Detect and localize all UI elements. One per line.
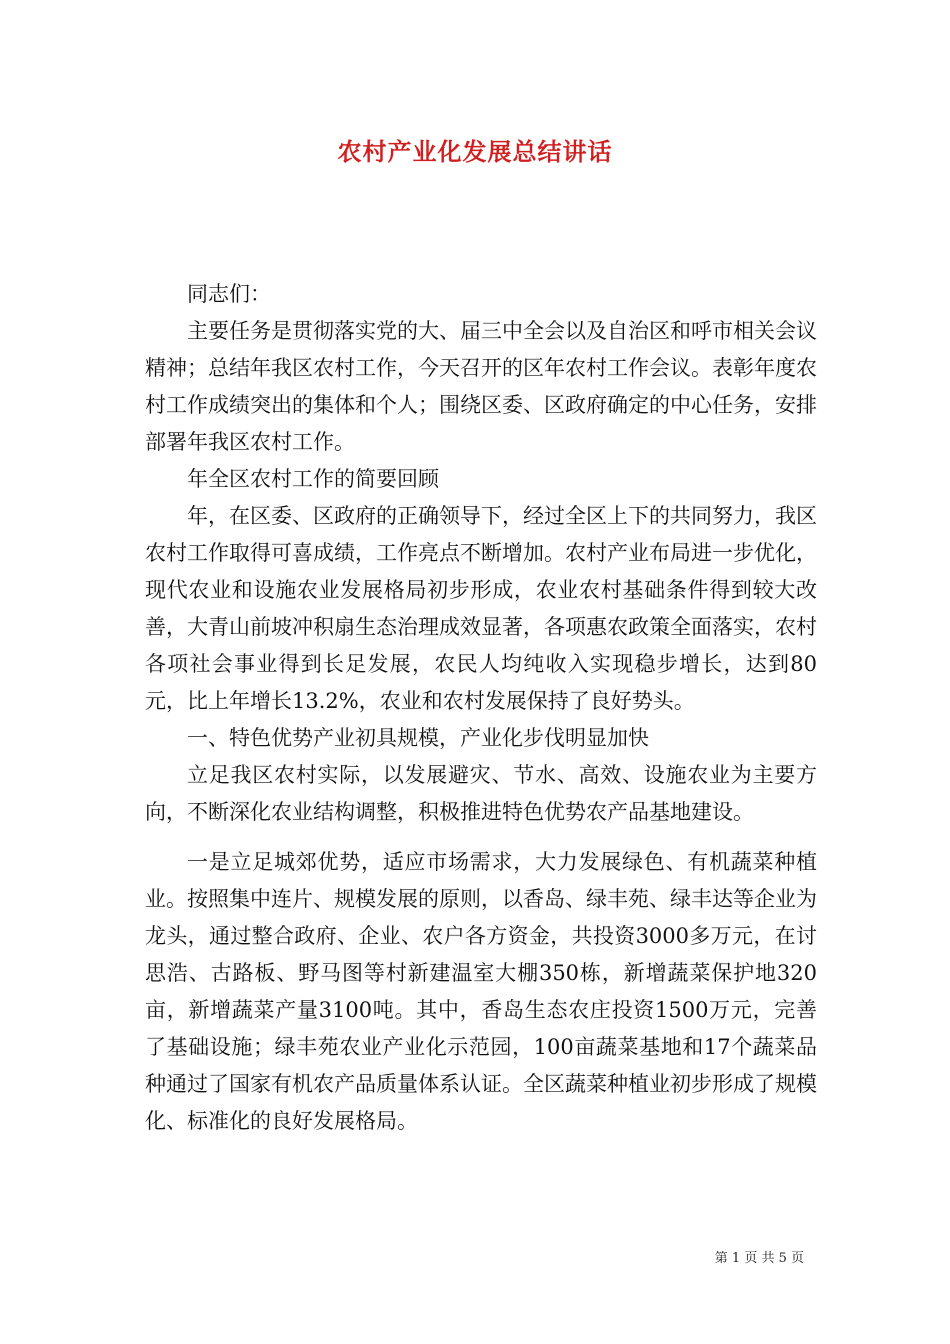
- document-body: [145, 276, 817, 1140]
- page-number-footer: 第 1 页 共 5 页: [714, 1251, 804, 1266]
- paragraph-review-summary: 年，在区委、区政府的正确领导下，经过全区上下的共同努力，我区农村工作取得可喜成绩，工作亮点不断增加。农村产业布局进一步优化，现代农业和设施农业发展格局初步形成，农业农村基础条件得到较大改善，大青山前坡冲积扇生态治理成效显著，各项惠农政策全面落实，农村各项社会事业得到长足发展，农民人均纯收入实现稳步增长，达到80元，比上年增长13.2%，农业和农村发展保持了良好势头。: [145, 504, 817, 713]
- paragraph-vegetable-industry: 一是立足城郊优势，适应市场需求，大力发展绿色、有机蔬菜种植业。按照集中连片、规模发展的原则，以香岛、绿丰苑、绿丰达等企业为龙头，通过整合政府、企业、农户各方资金，共投资3000多万元，在讨思浩、古路板、野马图等村新建温室大棚350栋，新增蔬菜保护地320亩，新增蔬菜产量3100吨。其中，香岛生态农庄投资1500万元，完善了基础设施；绿丰苑农业产业化示范园，100亩蔬菜基地和17个蔬菜品种通过了国家有机农产品质量体系认证。全区蔬菜种植业初步形成了规模化、标准化的良好发展格局。: [145, 850, 817, 1133]
- paragraph-review-heading: 年全区农村工作的简要回顾: [187, 467, 439, 491]
- paragraph-section-heading-1: 一、特色优势产业初具规模，产业化步伐明显加快: [187, 726, 649, 750]
- paragraph-salutation: 同志们：: [187, 282, 271, 306]
- document-title: 农村产业化发展总结讲话: [337, 138, 613, 166]
- paragraph-section-intro: 立足我区农村实际，以发展避灾、节水、高效、设施农业为主要方向，不断深化农业结构调整，积极推进特色优势农产品基地建设。: [145, 763, 817, 824]
- paragraph-main-tasks: 主要任务是贯彻落实党的大、届三中全会以及自治区和呼市相关会议精神；总结年我区农村工作，今天召开的区年农村工作会议。表彰年度农村工作成绩突出的集体和个人；围绕区委、区政府确定的中心任务，安排部署年我区农村工作。: [145, 319, 817, 454]
